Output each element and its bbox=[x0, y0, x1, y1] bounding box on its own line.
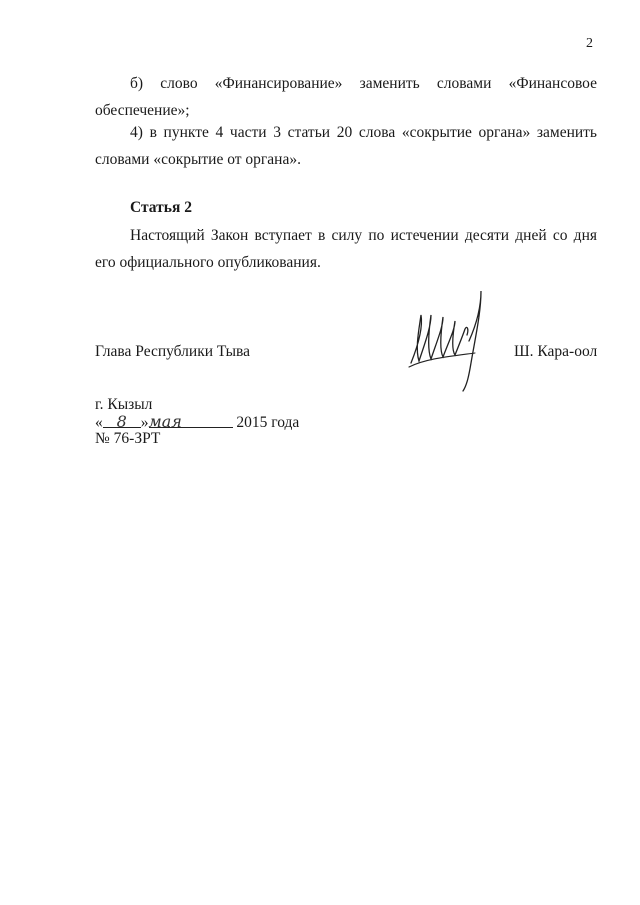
article-heading: Статья 2 bbox=[130, 199, 192, 216]
amendment-item-b-text: б) слово «Финансирование» заменить словами «Финансовое обеспечение»; bbox=[95, 75, 597, 119]
article-body bbox=[95, 222, 597, 276]
signatory-title: Глава Республики Тыва bbox=[95, 343, 251, 360]
date-day: 8 bbox=[116, 412, 127, 431]
date-open-quote: « bbox=[95, 414, 103, 431]
date-month-blank bbox=[148, 412, 233, 431]
amendment-item-4 bbox=[95, 119, 597, 173]
date-close-quote: » bbox=[140, 414, 149, 431]
page-number: 2 bbox=[586, 36, 593, 51]
handwritten-signature bbox=[405, 283, 493, 395]
date-month: мая bbox=[148, 412, 182, 431]
place-city: г. Кызыл bbox=[95, 396, 153, 413]
amendment-item-4-text: 4) в пункте 4 части 3 статьи 20 слова «сокрытие органа» заменить словами «сокрытие от органа». bbox=[95, 124, 597, 168]
law-number: № 76-ЗРТ bbox=[95, 430, 161, 447]
place-date bbox=[95, 413, 299, 431]
date-day-blank bbox=[103, 412, 141, 431]
amendment-item-b bbox=[95, 70, 597, 124]
article-body-text: Настоящий Закон вступает в силу по истечении десяти дней со дня его официального опубликования. bbox=[95, 227, 597, 271]
date-year: 2015 года bbox=[236, 414, 300, 431]
signatory-name: Ш. Кара-оол bbox=[514, 343, 598, 360]
